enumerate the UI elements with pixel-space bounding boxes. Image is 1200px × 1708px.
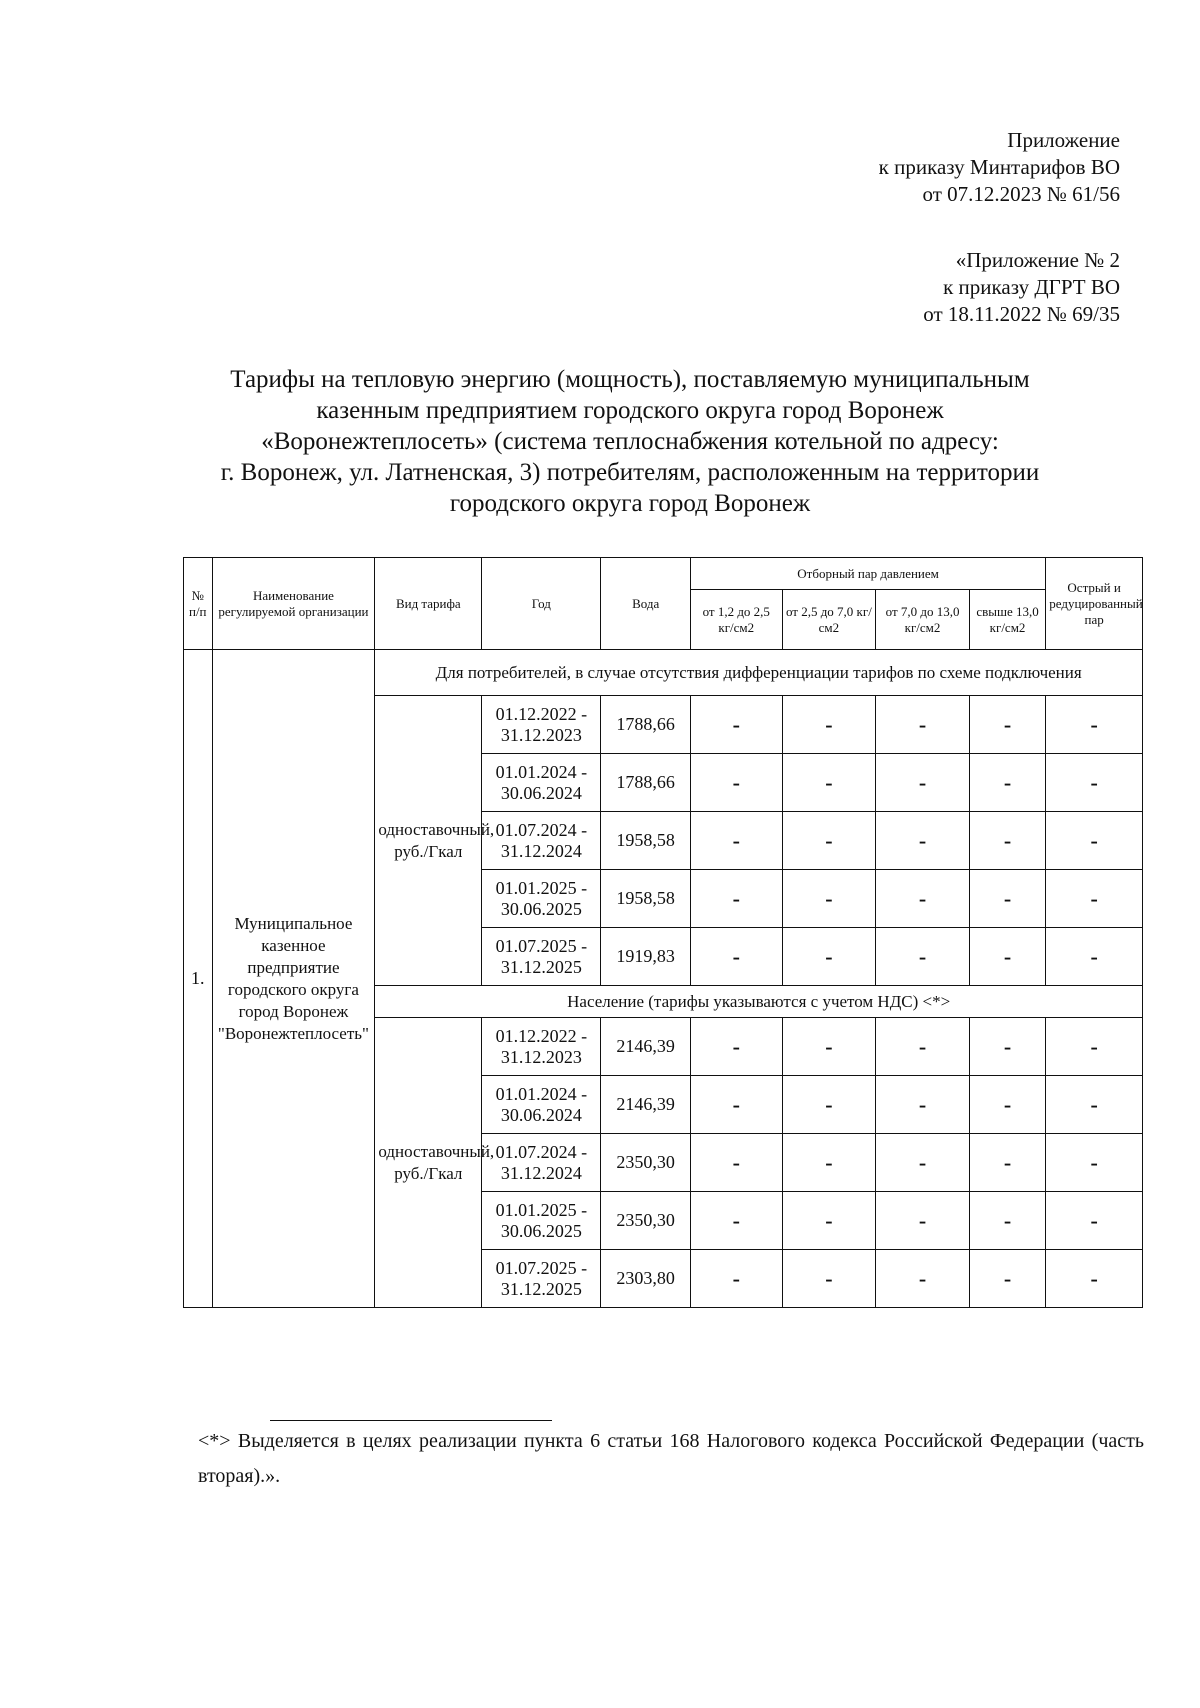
pressure-2-cell: - xyxy=(782,1250,876,1308)
header-pressure-2: от 2,5 до 7,0 кг/см2 xyxy=(782,590,876,650)
period-cell: 01.07.2024 - 31.12.2024 xyxy=(482,812,601,870)
document-title xyxy=(150,364,1110,519)
pressure-1-cell: - xyxy=(690,1192,782,1250)
header-steam-group: Отборный пар давлением xyxy=(690,558,1045,590)
water-cell: 2303,80 xyxy=(601,1250,691,1308)
pressure-3-cell: - xyxy=(876,812,970,870)
pressure-1-cell: - xyxy=(690,1076,782,1134)
header-pressure-1: от 1,2 до 2,5 кг/см2 xyxy=(690,590,782,650)
pressure-2-cell: - xyxy=(782,928,876,986)
pressure-3-cell: - xyxy=(876,1134,970,1192)
pressure-3-cell: - xyxy=(876,870,970,928)
title-line: казенным предприятием городского округа город Воронеж xyxy=(316,397,944,424)
sharp-steam-cell: - xyxy=(1046,696,1143,754)
pressure-3-cell: - xyxy=(876,1250,970,1308)
footnote-divider xyxy=(270,1420,552,1421)
pressure-2-cell: - xyxy=(782,696,876,754)
pressure-1-cell: - xyxy=(690,928,782,986)
tariff-type-cell: одноставочный, руб./Гкал xyxy=(375,1018,482,1308)
tariff-table xyxy=(183,557,1143,1308)
period-cell: 01.07.2024 - 31.12.2024 xyxy=(482,1134,601,1192)
pressure-2-cell: - xyxy=(782,754,876,812)
original-appendix-header-line: «Приложение № 2 xyxy=(955,248,1120,272)
water-cell: 2146,39 xyxy=(601,1018,691,1076)
period-cell: 01.12.2022 - 31.12.2023 xyxy=(482,1018,601,1076)
sharp-steam-cell: - xyxy=(1046,928,1143,986)
pressure-1-cell: - xyxy=(690,812,782,870)
header-org: Наименование регулируемой организации xyxy=(212,558,375,650)
header-pressure-3: от 7,0 до 13,0 кг/см2 xyxy=(876,590,970,650)
pressure-2-cell: - xyxy=(782,870,876,928)
pressure-3-cell: - xyxy=(876,754,970,812)
appendix-header-line: от 07.12.2023 № 61/56 xyxy=(922,182,1120,206)
sharp-steam-cell: - xyxy=(1046,1192,1143,1250)
section-row xyxy=(184,650,1143,696)
footnote: <*> Выделяется в целях реализации пункта 6 статьи 168 Налогового кодекса Российской Федерации (часть вторая).». xyxy=(198,1430,1144,1487)
title-line: г. Воронеж, ул. Латненская, 3) потребителям, расположенным на территории xyxy=(220,459,1040,486)
water-cell: 1788,66 xyxy=(601,754,691,812)
pressure-4-cell: - xyxy=(969,1018,1045,1076)
water-cell: 1958,58 xyxy=(601,812,691,870)
appendix-header-line: к приказу Минтарифов ВО xyxy=(878,155,1120,179)
pressure-4-cell: - xyxy=(969,812,1045,870)
period-cell: 01.12.2022 - 31.12.2023 xyxy=(482,696,601,754)
pressure-1-cell: - xyxy=(690,870,782,928)
pressure-2-cell: - xyxy=(782,1192,876,1250)
pressure-4-cell: - xyxy=(969,1134,1045,1192)
header-year: Год xyxy=(482,558,601,650)
sharp-steam-cell: - xyxy=(1046,1250,1143,1308)
original-appendix-header xyxy=(923,247,1120,328)
sharp-steam-cell: - xyxy=(1046,870,1143,928)
row-number: 1. xyxy=(184,650,213,1308)
pressure-1-cell: - xyxy=(690,1134,782,1192)
pressure-3-cell: - xyxy=(876,1018,970,1076)
header-pressure-4: свыше 13,0 кг/см2 xyxy=(969,590,1045,650)
pressure-1-cell: - xyxy=(690,696,782,754)
pressure-2-cell: - xyxy=(782,1018,876,1076)
pressure-3-cell: - xyxy=(876,1076,970,1134)
pressure-4-cell: - xyxy=(969,1076,1045,1134)
organization-name: Муниципальное казенное предприятие городского округа город Воронеж "Воронежтеплосеть" xyxy=(212,650,375,1308)
period-cell: 01.07.2025 - 31.12.2025 xyxy=(482,928,601,986)
sharp-steam-cell: - xyxy=(1046,1018,1143,1076)
pressure-1-cell: - xyxy=(690,754,782,812)
appendix-header-line: Приложение xyxy=(1007,128,1120,152)
sharp-steam-cell: - xyxy=(1046,812,1143,870)
original-appendix-header-line: от 18.11.2022 № 69/35 xyxy=(923,302,1120,326)
header-num: № п/п xyxy=(184,558,213,650)
pressure-2-cell: - xyxy=(782,812,876,870)
header-sharp-steam: Острый и редуцированный пар xyxy=(1046,558,1143,650)
pressure-1-cell: - xyxy=(690,1018,782,1076)
pressure-1-cell: - xyxy=(690,1250,782,1308)
pressure-4-cell: - xyxy=(969,1250,1045,1308)
water-cell: 2146,39 xyxy=(601,1076,691,1134)
pressure-3-cell: - xyxy=(876,1192,970,1250)
period-cell: 01.01.2024 - 30.06.2024 xyxy=(482,754,601,812)
section-title: Население (тарифы указываются с учетом НДС) <*> xyxy=(375,986,1143,1018)
pressure-4-cell: - xyxy=(969,928,1045,986)
pressure-3-cell: - xyxy=(876,928,970,986)
pressure-4-cell: - xyxy=(969,1192,1045,1250)
water-cell: 2350,30 xyxy=(601,1134,691,1192)
section-title: Для потребителей, в случае отсутствия дифференциации тарифов по схеме подключения xyxy=(375,650,1143,696)
water-cell: 1788,66 xyxy=(601,696,691,754)
title-line: городского округа город Воронеж xyxy=(449,490,811,517)
water-cell: 2350,30 xyxy=(601,1192,691,1250)
water-cell: 1958,58 xyxy=(601,870,691,928)
period-cell: 01.01.2025 - 30.06.2025 xyxy=(482,870,601,928)
period-cell: 01.01.2024 - 30.06.2024 xyxy=(482,1076,601,1134)
header-tariff-type: Вид тарифа xyxy=(375,558,482,650)
water-cell: 1919,83 xyxy=(601,928,691,986)
pressure-4-cell: - xyxy=(969,696,1045,754)
tariff-type-cell: одноставочный, руб./Гкал xyxy=(375,696,482,986)
sharp-steam-cell: - xyxy=(1046,1076,1143,1134)
header-water: Вода xyxy=(601,558,691,650)
pressure-2-cell: - xyxy=(782,1076,876,1134)
pressure-4-cell: - xyxy=(969,754,1045,812)
original-appendix-header-line: к приказу ДГРТ ВО xyxy=(943,275,1120,299)
sharp-steam-cell: - xyxy=(1046,754,1143,812)
pressure-4-cell: - xyxy=(969,870,1045,928)
period-cell: 01.07.2025 - 31.12.2025 xyxy=(482,1250,601,1308)
pressure-3-cell: - xyxy=(876,696,970,754)
pressure-2-cell: - xyxy=(782,1134,876,1192)
appendix-header xyxy=(879,127,1120,208)
title-line: Тарифы на тепловую энергию (мощность), поставляемую муниципальным xyxy=(230,366,1030,393)
title-line: «Воронежтеплосеть» (система теплоснабжения котельной по адресу: xyxy=(261,428,999,455)
period-cell: 01.01.2025 - 30.06.2025 xyxy=(482,1192,601,1250)
table-header-row xyxy=(184,558,1143,590)
sharp-steam-cell: - xyxy=(1046,1134,1143,1192)
